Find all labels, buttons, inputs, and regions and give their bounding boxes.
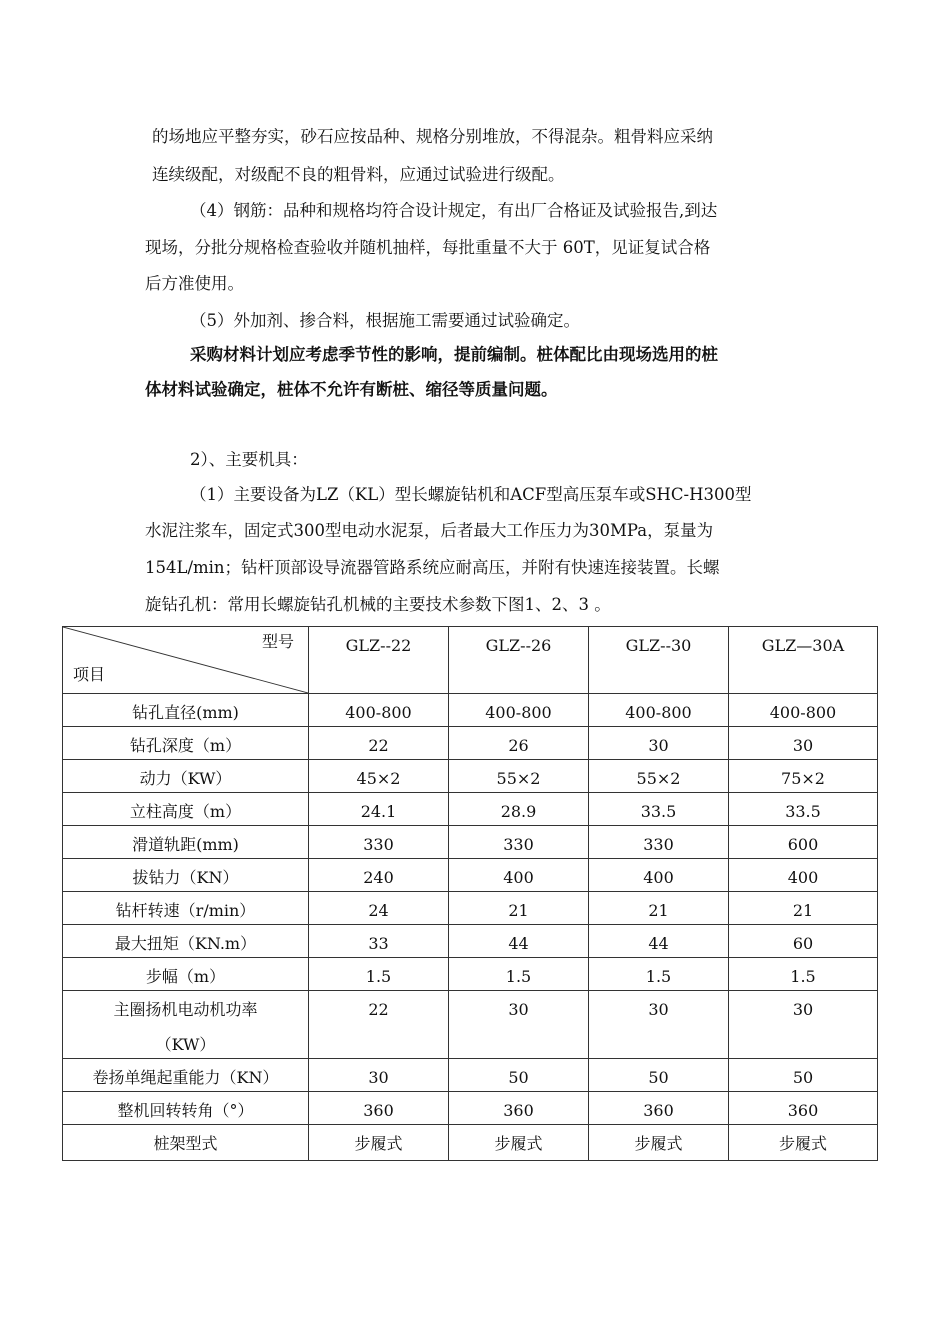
row-label: 动力（KW） (63, 760, 309, 793)
row-label: 滑道轨距(mm) (63, 826, 309, 859)
cell-value: 步履式 (589, 1125, 729, 1161)
row-label: 钻孔深度（m） (63, 727, 309, 760)
cell-value: 55×2 (589, 760, 729, 793)
cell-value: 60 (729, 925, 878, 958)
cell-value: 22 (309, 727, 449, 760)
paragraph-line: 后方准使用。 (145, 274, 244, 293)
table-row (63, 892, 878, 925)
row-label-line: （KW） (155, 1035, 216, 1054)
model-header: GLZ—30A (729, 627, 878, 694)
table-row (63, 958, 878, 991)
section-heading: 2）、主要机具： (190, 450, 308, 469)
paragraph-line: 的场地应平整夯实，砂石应按品种、规格分别堆放，不得混杂。粗骨料应采纳 (152, 127, 713, 146)
cell-value: 44 (449, 925, 589, 958)
table-row (63, 1059, 878, 1092)
row-label: 钻杆转速（r/min） (63, 892, 309, 925)
cell-value: 1.5 (309, 958, 449, 991)
bold-paragraph-line: 体材料试验确定，桩体不允许有断桩、缩径等质量问题。 (145, 380, 558, 399)
cell-value: 400-800 (449, 694, 589, 727)
row-label: 钻孔直径(mm) (63, 694, 309, 727)
paragraph-line: 旋钻孔机：常用长螺旋钻孔机械的主要技术参数下图1、2、3 。 (145, 595, 611, 614)
table-row (63, 826, 878, 859)
cell-value: 33.5 (589, 793, 729, 826)
cell-value: 360 (589, 1092, 729, 1125)
cell-value: 步履式 (449, 1125, 589, 1161)
paragraph-line: （5）外加剂、掺合料，根据施工需要通过试验确定。 (190, 311, 580, 330)
cell-value: 45×2 (309, 760, 449, 793)
cell-value: 24.1 (309, 793, 449, 826)
cell-value: 50 (589, 1059, 729, 1092)
row-label: 卷扬单绳起重能力（KN） (63, 1059, 309, 1092)
cell-value: 75×2 (729, 760, 878, 793)
cell-value: 360 (449, 1092, 589, 1125)
row-label: 拔钻力（KN） (63, 859, 309, 892)
row-label: 桩架型式 (63, 1125, 309, 1161)
cell-value: 1.5 (589, 958, 729, 991)
paragraph-line: （4）钢筋：品种和规格均符合设计规定，有出厂合格证及试验报告,到达 (190, 201, 718, 220)
cell-value: 1.5 (729, 958, 878, 991)
cell-value: 400-800 (309, 694, 449, 727)
cell-value: 21 (589, 892, 729, 925)
cell-value: 30 (589, 727, 729, 760)
cell-value: 33.5 (729, 793, 878, 826)
cell-value: 330 (589, 826, 729, 859)
model-header: GLZ--26 (449, 627, 589, 694)
cell-value: 50 (449, 1059, 589, 1092)
cell-value: 30 (449, 991, 589, 1059)
cell-value: 1.5 (449, 958, 589, 991)
table-header-row (63, 627, 878, 694)
table-row (63, 793, 878, 826)
paragraph-line: 154L/min；钻杆顶部设导流器管路系统应耐高压，并附有快速连接装置。长螺 (145, 558, 720, 577)
cell-value: 360 (729, 1092, 878, 1125)
cell-value: 330 (309, 826, 449, 859)
cell-value: 360 (309, 1092, 449, 1125)
cell-value: 400 (449, 859, 589, 892)
cell-value: 步履式 (309, 1125, 449, 1161)
cell-value: 240 (309, 859, 449, 892)
header-item-label: 项目 (73, 665, 106, 684)
header-model-label: 型号 (261, 632, 294, 651)
paragraph-line: 水泥注浆车，固定式300型电动水泥泵，后者最大工作压力为30MPa，泵量为 (145, 521, 714, 540)
table-row (63, 694, 878, 727)
row-label: 最大扭矩（KN.m） (63, 925, 309, 958)
row-label: 立柱高度（m） (63, 793, 309, 826)
table-row (63, 859, 878, 892)
table-row (63, 991, 878, 1059)
cell-value: 330 (449, 826, 589, 859)
model-header: GLZ--30 (589, 627, 729, 694)
table-row (63, 1125, 878, 1161)
row-label: 整机回转转角（°） (63, 1092, 309, 1125)
cell-value: 30 (729, 991, 878, 1059)
cell-value: 400 (589, 859, 729, 892)
cell-value: 22 (309, 991, 449, 1059)
cell-value: 30 (589, 991, 729, 1059)
cell-value: 21 (449, 892, 589, 925)
table-row (63, 760, 878, 793)
cell-value: 28.9 (449, 793, 589, 826)
cell-value: 400-800 (589, 694, 729, 727)
model-header: GLZ--22 (309, 627, 449, 694)
paragraph-line: 连续级配，对级配不良的粗骨料，应通过试验进行级配。 (152, 165, 565, 184)
table-row (63, 1092, 878, 1125)
row-label: 步幅（m） (63, 958, 309, 991)
cell-value: 21 (729, 892, 878, 925)
drilling-rig-spec-table (62, 626, 878, 1161)
paragraph-line: （1）主要设备为LZ（KL）型长螺旋钻机和ACF型高压泵车或SHC-H300型 (190, 485, 752, 504)
cell-value: 步履式 (729, 1125, 878, 1161)
diagonal-header-cell (63, 627, 309, 694)
cell-value: 55×2 (449, 760, 589, 793)
paragraph-line: 现场，分批分规格检查验收并随机抽样，每批重量不大于 60T，见证复试合格 (145, 238, 711, 257)
cell-value: 400 (729, 859, 878, 892)
table-row (63, 925, 878, 958)
cell-value: 26 (449, 727, 589, 760)
cell-value: 400-800 (729, 694, 878, 727)
cell-value: 30 (309, 1059, 449, 1092)
cell-value: 24 (309, 892, 449, 925)
bold-paragraph-line: 采购材料计划应考虑季节性的影响，提前编制。桩体配比由现场选用的桩 (190, 345, 718, 364)
row-label-line: 主圈扬机电动机功率 (113, 1000, 258, 1019)
cell-value: 600 (729, 826, 878, 859)
cell-value: 30 (729, 727, 878, 760)
cell-value: 33 (309, 925, 449, 958)
cell-value: 44 (589, 925, 729, 958)
cell-value: 50 (729, 1059, 878, 1092)
row-label (63, 991, 309, 1059)
table-row (63, 727, 878, 760)
